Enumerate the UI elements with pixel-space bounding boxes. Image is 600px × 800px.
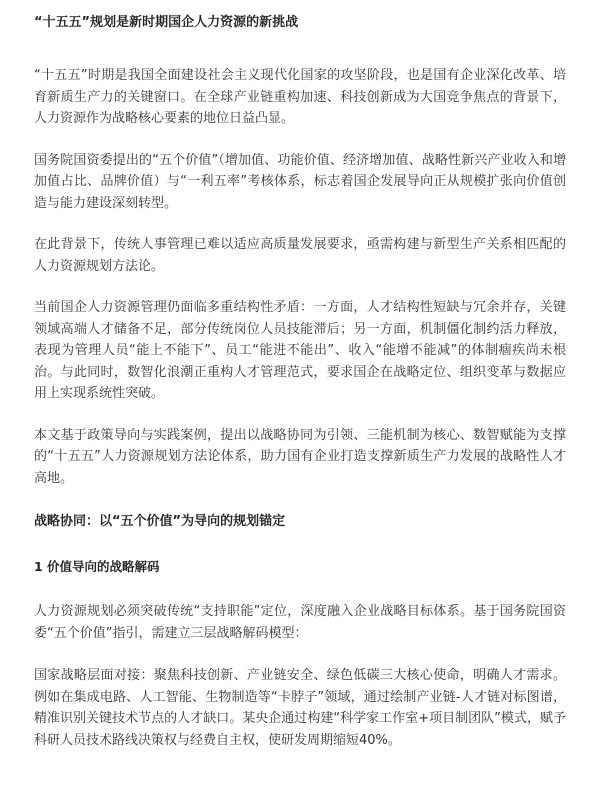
section-heading: 战略协同：以“五个价值”为导向的规划锚定	[34, 514, 286, 529]
paragraph-contradictions: 当前国企人力资源管理仍面临多重结构性矛盾：一方面，人才结构性短缺与冗余并存，关键领域高端人才储备不足，部分传统岗位人员技能滞后；另一方面，机制僵化制约活力释放，表现为管理人员“能上不能下”、员工“能进不能出”、收入“能增不能减”的体制痼疾尚未根治。与此同时，数智化浪潮正重构人才管理范式，要求国企在战略定位、组织变革与数据应用上实现系统性突破。	[34, 300, 566, 401]
document-title: “十五五”规划是新时期国企人力资源的新挑战	[34, 15, 299, 30]
paragraph-five-values: 国务院国资委提出的“五个价值”（增加值、功能价值、经济增加值、战略性新兴产业收入和增加值占比、品牌价值）与“一利五率”考核体系，标志着国企发展导向正从规模扩张向价值创造与能力建设深刻转型。	[34, 152, 566, 211]
paragraph-methodology: 本文基于政策导向与实践案例，提出以战略协同为引领、三能机制为核心、数智赋能为支撑的“十五五”人力资源规划方法论体系，助力国有企业打造支撑新质生产力发展的战略性人才高地。	[34, 427, 566, 486]
paragraph-background: 在此背景下，传统人事管理已难以适应高质量发展要求，亟需构建与新型生产关系相匹配的人力资源规划方法论。	[34, 237, 566, 274]
paragraph-intro: “十五五”时期是我国全面建设社会主义现代化国家的攻坚阶段，也是国有企业深化改革、培育新质生产力的关键窗口。在全球产业链重构加速、科技创新成为大国竞争焦点的背景下，人力资源作为战略核心要素的地位日益凸显。	[34, 68, 566, 126]
paragraph-national-strategy: 国家战略层面对接：聚焦科技创新、产业链安全、绿色低碳三大核心使命，明确人才需求。例如在集成电路、人工智能、生物制造等“卡脖子”领域，通过绘制产业链-人才链对标图谱，精准识别关键技术节点的人才缺口。某央企通过构建“科学家工作室+项目制团队”模式，赋予科研人员技术路线决策权与经费自主权，使研发周期缩短40%。	[34, 668, 566, 748]
paragraph-strategy-decoding: 人力资源规划必须突破传统“支持职能”定位，深度融入企业战略目标体系。基于国务院国资委“五个价值”指引，需建立三层战略解码模型：	[34, 604, 566, 641]
subsection-heading: 1 价值导向的战略解码	[34, 559, 160, 574]
